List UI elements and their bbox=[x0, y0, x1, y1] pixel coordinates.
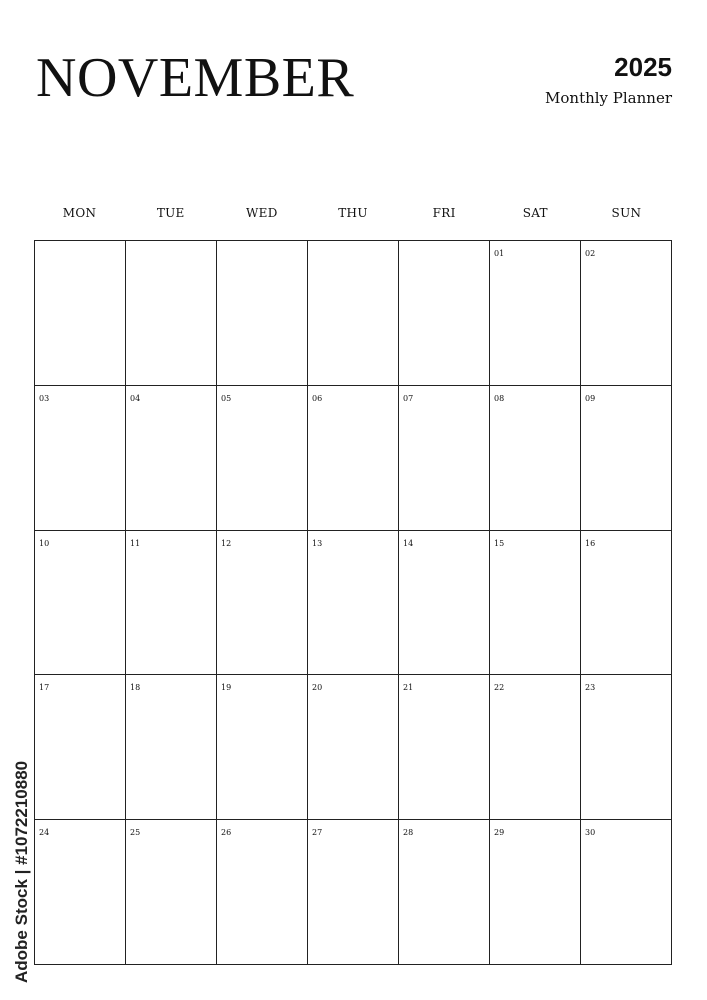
day-number: 23 bbox=[585, 683, 596, 693]
day-cell bbox=[581, 241, 672, 386]
day-cell bbox=[217, 241, 308, 386]
day-cell bbox=[399, 241, 490, 386]
weekday-sun: SUN bbox=[611, 206, 642, 220]
day-number: 26 bbox=[221, 828, 232, 838]
day-number: 04 bbox=[130, 393, 141, 403]
day-number: 25 bbox=[130, 828, 141, 838]
day-cell bbox=[490, 820, 581, 965]
day-number: 01 bbox=[494, 249, 505, 258]
day-number: 08 bbox=[494, 393, 505, 403]
planner-subtitle: Monthly Planner bbox=[545, 89, 672, 107]
day-number: 18 bbox=[130, 683, 141, 693]
day-cell bbox=[126, 675, 217, 820]
day-cell bbox=[217, 675, 308, 820]
day-cell bbox=[35, 241, 126, 386]
weekday-header-row bbox=[34, 206, 672, 220]
day-number: 02 bbox=[585, 249, 596, 258]
day-number: 24 bbox=[39, 828, 50, 838]
day-cell bbox=[308, 820, 399, 965]
day-cell bbox=[308, 675, 399, 820]
day-number: 27 bbox=[312, 828, 323, 838]
day-cell bbox=[35, 675, 126, 820]
day-cell bbox=[35, 531, 126, 676]
day-number: 14 bbox=[403, 538, 414, 548]
day-number: 29 bbox=[494, 828, 505, 838]
stock-watermark: Adobe Stock | #1072210880 bbox=[12, 760, 31, 983]
weekday-fri: FRI bbox=[432, 206, 456, 220]
day-cell bbox=[581, 820, 672, 965]
day-cell bbox=[490, 531, 581, 676]
weekday-sat: SAT bbox=[522, 206, 548, 220]
day-cell bbox=[308, 531, 399, 676]
day-cell bbox=[217, 531, 308, 676]
day-cell bbox=[308, 241, 399, 386]
day-cell bbox=[308, 386, 399, 531]
day-number: 28 bbox=[403, 828, 414, 838]
day-cell bbox=[399, 531, 490, 676]
day-number: 03 bbox=[39, 393, 50, 403]
day-cell bbox=[581, 675, 672, 820]
month-title: NOVEMBER bbox=[36, 47, 355, 109]
day-number: 21 bbox=[403, 683, 414, 693]
day-cell bbox=[217, 386, 308, 531]
day-number: 22 bbox=[494, 683, 505, 693]
day-cell bbox=[126, 531, 217, 676]
day-number: 15 bbox=[494, 538, 505, 548]
day-cell bbox=[399, 386, 490, 531]
day-cell bbox=[126, 386, 217, 531]
day-cell bbox=[217, 820, 308, 965]
day-cell bbox=[581, 531, 672, 676]
day-cell bbox=[490, 386, 581, 531]
day-cell bbox=[490, 675, 581, 820]
day-number: 12 bbox=[221, 538, 232, 548]
day-cell bbox=[399, 675, 490, 820]
day-cell bbox=[126, 241, 217, 386]
day-number: 13 bbox=[312, 538, 323, 548]
day-number: 19 bbox=[221, 683, 232, 693]
day-number: 30 bbox=[585, 828, 596, 838]
weekday-mon: MON bbox=[62, 206, 97, 220]
day-number: 06 bbox=[312, 393, 323, 403]
day-number: 10 bbox=[39, 538, 50, 548]
day-cell bbox=[581, 386, 672, 531]
day-number: 11 bbox=[130, 538, 141, 548]
weekday-wed: WED bbox=[246, 206, 278, 220]
day-cell bbox=[35, 386, 126, 531]
day-number: 17 bbox=[39, 683, 50, 693]
day-cell bbox=[399, 820, 490, 965]
year-label: 2025 bbox=[614, 52, 672, 82]
day-cell bbox=[490, 241, 581, 386]
day-number: 07 bbox=[403, 393, 414, 403]
day-number: 09 bbox=[585, 393, 596, 403]
day-number: 05 bbox=[221, 393, 232, 403]
weekday-tue: TUE bbox=[156, 206, 185, 220]
day-cell bbox=[126, 820, 217, 965]
calendar-grid bbox=[34, 240, 672, 965]
day-cell bbox=[35, 820, 126, 965]
day-number: 16 bbox=[585, 538, 596, 548]
day-number: 20 bbox=[312, 683, 323, 693]
weekday-thu: THU bbox=[338, 206, 368, 220]
